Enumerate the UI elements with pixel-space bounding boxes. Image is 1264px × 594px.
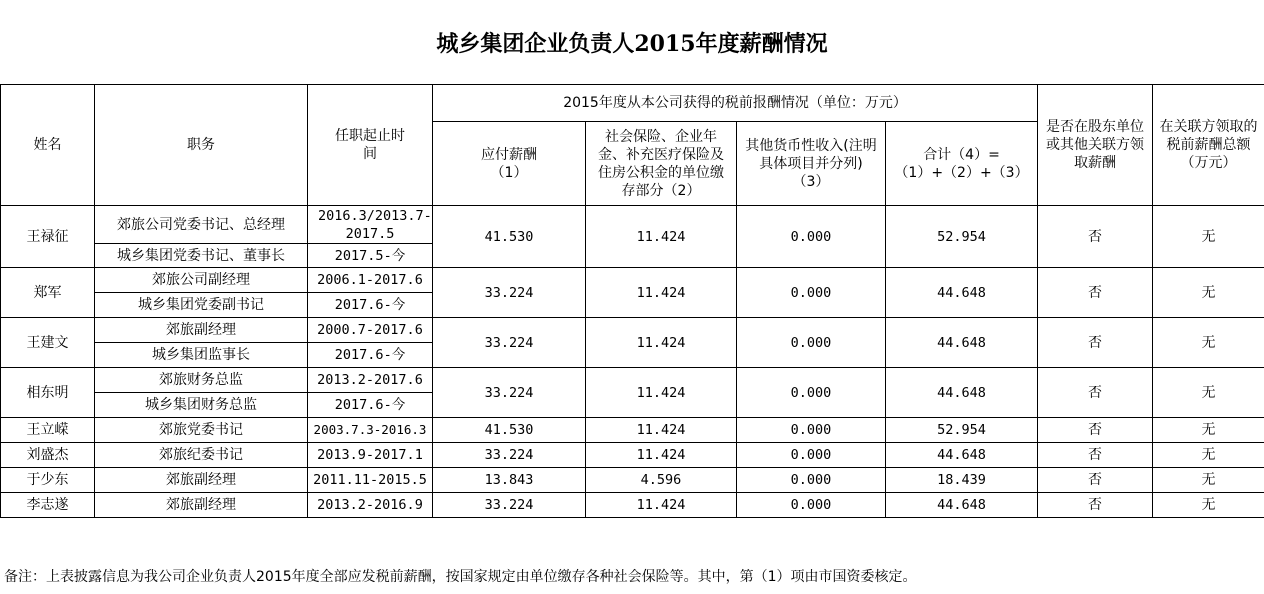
cell-shareholder: 否 [1038,318,1153,368]
cell-total: 44.648 [886,443,1038,468]
header-group: 2015年度从本公司获得的税前报酬情况（单位：万元） [433,85,1038,122]
cell-position: 郊旅公司党委书记、总经理 [95,206,308,244]
cell-term: 2017.6-今 [308,393,433,418]
cell-related: 无 [1153,368,1264,418]
cell-shareholder: 否 [1038,268,1153,318]
cell-total: 44.648 [886,318,1038,368]
cell-term: 2003.7.3-2016.3 [308,418,433,443]
cell-insurance: 4.596 [586,468,737,493]
header-salary: 应付薪酬（1） [433,122,586,206]
cell-other: 0.000 [737,468,886,493]
cell-position: 郊旅副经理 [95,468,308,493]
cell-shareholder: 否 [1038,206,1153,268]
cell-position: 城乡集团党委副书记 [95,293,308,318]
cell-other: 0.000 [737,368,886,418]
header-name: 姓名 [1,85,95,206]
cell-position: 郊旅党委书记 [95,418,308,443]
cell-term: 2011.11-2015.5 [308,468,433,493]
cell-total: 52.954 [886,418,1038,443]
cell-total: 18.439 [886,468,1038,493]
cell-term: 2006.1-2017.6 [308,268,433,293]
cell-shareholder: 否 [1038,468,1153,493]
cell-term: 2013.2-2017.6 [308,368,433,393]
cell-shareholder: 否 [1038,368,1153,418]
cell-insurance: 11.424 [586,443,737,468]
cell-total: 44.648 [886,268,1038,318]
table-row [1,368,1264,393]
cell-salary: 13.843 [433,468,586,493]
cell-shareholder: 否 [1038,443,1153,468]
cell-total: 44.648 [886,368,1038,418]
cell-term: 2013.2-2016.9 [308,493,433,518]
cell-related: 无 [1153,206,1264,268]
table-row [1,206,1264,244]
cell-term: 2013.9-2017.1 [308,443,433,468]
cell-term: 2017.5-今 [308,244,433,268]
cell-position: 郊旅纪委书记 [95,443,308,468]
cell-shareholder: 否 [1038,418,1153,443]
cell-related: 无 [1153,318,1264,368]
cell-related: 无 [1153,418,1264,443]
cell-related: 无 [1153,268,1264,318]
cell-other: 0.000 [737,418,886,443]
cell-other: 0.000 [737,493,886,518]
cell-name: 刘盛杰 [1,443,95,468]
cell-name: 郑军 [1,268,95,318]
header-related: 在关联方领取的税前薪酬总额（万元） [1153,85,1264,206]
table-row [1,268,1264,293]
cell-position: 郊旅财务总监 [95,368,308,393]
cell-other: 0.000 [737,443,886,468]
table-row [1,318,1264,343]
cell-name: 于少东 [1,468,95,493]
cell-position: 城乡集团财务总监 [95,393,308,418]
cell-related: 无 [1153,443,1264,468]
cell-name: 相东明 [1,368,95,418]
cell-shareholder: 否 [1038,493,1153,518]
cell-other: 0.000 [737,206,886,268]
page-title: 城乡集团企业负责人2015年度薪酬情况 [436,30,828,57]
cell-insurance: 11.424 [586,206,737,268]
cell-name: 李志遂 [1,493,95,518]
cell-total: 44.648 [886,493,1038,518]
cell-term: 2016.3/2013.7-2017.5 [308,206,433,244]
cell-other: 0.000 [737,318,886,368]
cell-term: 2000.7-2017.6 [308,318,433,343]
header-other: 其他货币性收入(注明具体项目并分列)（3） [737,122,886,206]
header-total: 合计（4）=（1）+（2）+（3） [886,122,1038,206]
cell-other: 0.000 [737,268,886,318]
table-row [1,443,1264,468]
salary-table [0,84,1264,518]
header-insurance: 社会保险、企业年金、补充医疗保险及住房公积金的单位缴存部分（2） [586,122,737,206]
cell-insurance: 11.424 [586,418,737,443]
cell-salary: 33.224 [433,368,586,418]
cell-insurance: 11.424 [586,368,737,418]
cell-name: 王建文 [1,318,95,368]
cell-salary: 41.530 [433,418,586,443]
cell-salary: 33.224 [433,268,586,318]
cell-position: 郊旅公司副经理 [95,268,308,293]
cell-insurance: 11.424 [586,268,737,318]
cell-total: 52.954 [886,206,1038,268]
cell-insurance: 11.424 [586,318,737,368]
table-row [1,468,1264,493]
cell-related: 无 [1153,493,1264,518]
table-row [1,493,1264,518]
cell-position: 城乡集团党委书记、董事长 [95,244,308,268]
cell-salary: 41.530 [433,206,586,268]
header-position: 职务 [95,85,308,206]
cell-position: 城乡集团监事长 [95,343,308,368]
cell-term: 2017.6-今 [308,293,433,318]
cell-salary: 33.224 [433,493,586,518]
cell-name: 王立嵘 [1,418,95,443]
header-term: 任职起止时间 [308,85,433,206]
cell-position: 郊旅副经理 [95,493,308,518]
cell-term: 2017.6-今 [308,343,433,368]
cell-related: 无 [1153,468,1264,493]
header-shareholder: 是否在股东单位或其他关联方领取薪酬 [1038,85,1153,206]
cell-name: 王禄征 [1,206,95,268]
cell-insurance: 11.424 [586,493,737,518]
cell-salary: 33.224 [433,443,586,468]
table-row [1,418,1264,443]
cell-position: 郊旅副经理 [95,318,308,343]
footnote: 备注：上表披露信息为我公司企业负责人2015年度全部应发税前薪酬，按国家规定由单位缴存各种社会保险等。其中，第（1）项由市国资委核定。 [4,569,917,585]
cell-salary: 33.224 [433,318,586,368]
